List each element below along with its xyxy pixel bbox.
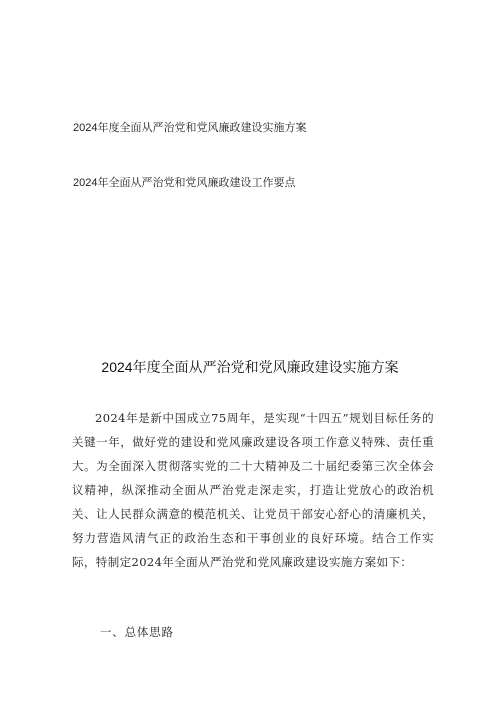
toc-item-implementation-plan[interactable]: 2024年度全面从严治党和党风廉政建设实施方案	[73, 122, 307, 134]
document-title: 2024年度全面从严治党和党风廉政建设实施方案	[101, 359, 399, 375]
intro-paragraph: 2024年是新中国成立75周年，是实现“十四五”规划目标任务的关键一年，做好党的建设和党风廉政建设各项工作意义特殊、责任重大。为全面深入贯彻落实党的二十大精神及二十届纪委第三次全体会议精神，纵深推动全面从严治党走深走实，打造让党放心的政治机关、让人民群众满意的模范机关、让党员干部安心舒心的清廉机关，努力营造风清气正的政治生态和干事创业的良好环境。结合工作实际，特制定2024年全面从严治党和党风廉政建设实施方案如下：	[72, 411, 434, 569]
table-of-contents	[73, 120, 473, 191]
section-heading-overall-approach: 一、总体思路	[100, 625, 174, 639]
toc-item-work-points[interactable]: 2024年全面从严治党和党风廉政建设工作要点	[73, 177, 296, 189]
